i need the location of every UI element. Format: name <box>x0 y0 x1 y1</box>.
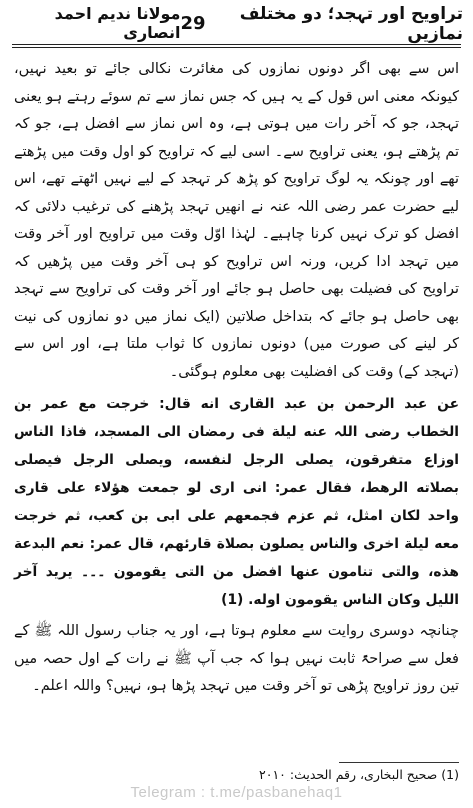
footnote: (1) صحیح البخاری، رقم الحدیث: ۲۰۱۰ <box>259 767 459 782</box>
footnote-rule <box>339 762 459 763</box>
page-body <box>14 56 459 705</box>
running-header <box>10 3 463 44</box>
urdu-paragraph-1: اس سے بھی اگر دونوں نمازوں کی مغائرت نکالی جائے تو بعید نہیں، کیونکہ معنی اس قول کے یہ ہیں کہ جس نماز سے تم سوئے رہتے ہو یعنی تہجد، جو کہ آخر رات میں ہوتی ہے، وہ اس نماز سے افضل ہے، جو کہ تم پڑھتے ہو، یعنی تراویح سے۔ اسی لیے کہ تراویح کو اول وقت میں پڑھتے تھے اور چونکہ یہ لوگ تراویح کو پڑھ کر تہجد کے لیے نہیں اٹھتے تھے، اس لیے حضرت عمر رضی اللہ عنہ نے انھیں تہجد پڑھنے کی ترغیب دلائی کہ افضل کو ترک نہیں کرنا چاہیے۔ لہٰذا اوّل وقت میں تراویح اور آخر وقت میں تہجد ادا کریں، ورنہ اس تراویح کو ہی آخر وقت میں پڑھیں کہ تراویح کی فضیلت بھی حاصل ہو جائے اور آخر وقت کی تراویح سے تہجد بھی حاصل ہو جائے کہ بتداخل صلاتین (ایک نماز میں دو نمازوں کی نیت کر لینے کی صورت میں) دونوں نمازوں کا ثواب ملتا ہے، اور اس سے (تہجد کے) وقت کی افضلیت بھی معلوم ہوگئی۔ <box>14 61 459 380</box>
urdu-paragraph-2: چنانچہ دوسری روایت سے معلوم ہوتا ہے، اور یہ جناب رسول اللہ ﷺ کے فعل سے صراحۃً ثابت نہیں ہوا کہ جب آپ ﷺ نے رات کے اول حصہ میں تین روز تراویح پڑھی تو آخر وقت میں تہجد پڑھا ہو، نہیں؟ واللہ اعلم۔ <box>14 623 459 694</box>
chapter-title: تراویح اور تہجد؛ دو مختلف نمازیں <box>239 3 463 44</box>
arabic-hadith-paragraph: عن عبد الرحمن بن عبد القاری انه قال: خرجت مع عمر بن الخطاب رضی اللہ عنه لیلة فی رمضان الی المسجد، فاذا الناس اوزاع متفرقون، یصلی الرجل لنفسه، ویصلی الرجل فیصلی بصلاته الرهط، فقال عمر: انی اری لو جمعت هؤلاء علی قاری واحد لکان امثل، ثم عزم فجمعهم علی ابی بن کعب، ثم خرجت معه لیلة اخری والناس یصلون بصلاة قارئهم، قال عمر: نعم البدعة هذه، والتی تنامون عنها افضل من التی یقومون ۔۔۔ یرید آخر اللیل وکان الناس یقومون اوله. (1) <box>14 396 459 608</box>
header-rule-thin <box>12 47 461 48</box>
telegram-watermark: Telegram : t.me/pasbanehaq1 <box>130 784 343 801</box>
header-rule <box>12 44 461 45</box>
page-number: 29 <box>180 12 206 34</box>
author-name: مولانا ندیم احمد انصاری <box>54 4 181 42</box>
